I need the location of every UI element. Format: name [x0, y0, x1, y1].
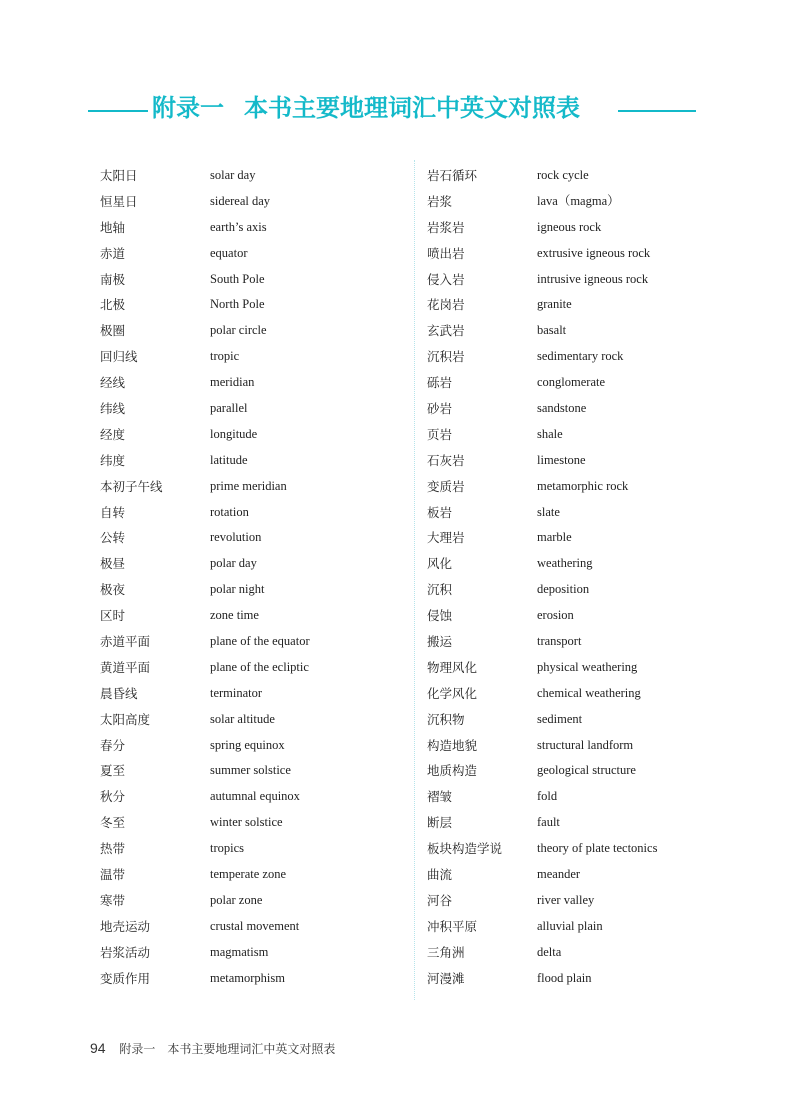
- term-chinese: 河漫滩: [427, 970, 465, 986]
- term-chinese: 太阳日: [100, 168, 138, 183]
- glossary-row: [427, 163, 717, 189]
- term-chinese: 极夜: [100, 582, 126, 598]
- term-english: conglomerate: [537, 375, 606, 390]
- glossary-row: [427, 215, 717, 241]
- term-english: chemical weathering: [537, 685, 641, 700]
- glossary-row: [427, 241, 717, 267]
- title-rule-left: [88, 110, 148, 112]
- term-chinese: 极昼: [100, 556, 126, 572]
- term-english: geological structure: [537, 763, 636, 778]
- glossary-row: [100, 241, 390, 267]
- glossary-row: [427, 733, 717, 759]
- term-english: limestone: [537, 452, 586, 467]
- term-chinese: 岩石循环: [427, 168, 478, 183]
- term-english: meander: [537, 867, 581, 882]
- glossary-row: [100, 784, 390, 810]
- term-english: sidereal day: [210, 193, 271, 208]
- glossary-row: [427, 370, 717, 396]
- term-chinese: 南极: [100, 271, 126, 287]
- glossary-row: [427, 758, 717, 784]
- glossary-row: [100, 422, 390, 448]
- term-english: solar day: [210, 168, 256, 182]
- term-english: solar altitude: [210, 711, 275, 726]
- term-chinese: 回归线: [100, 349, 138, 365]
- term-chinese: 砾岩: [427, 375, 453, 391]
- term-english: polar day: [210, 556, 257, 571]
- term-chinese: 搬运: [427, 634, 453, 650]
- term-chinese: 寒带: [100, 892, 126, 908]
- term-english: plane of the equator: [210, 634, 310, 649]
- glossary-row: [427, 836, 717, 862]
- term-english: fold: [537, 789, 558, 804]
- term-chinese: 太阳高度: [100, 711, 151, 727]
- term-chinese: 变质岩: [427, 478, 465, 494]
- term-english: revolution: [210, 530, 262, 545]
- term-chinese: 秋分: [100, 789, 126, 805]
- term-chinese: 侵蚀: [427, 608, 453, 624]
- title-text: 本书主要地理词汇中英文对照表: [244, 94, 580, 122]
- term-chinese: 沉积岩: [427, 349, 465, 365]
- term-english: granite: [537, 297, 572, 312]
- term-chinese: 冬至: [100, 815, 126, 831]
- glossary-row: [427, 189, 717, 215]
- page-header: [88, 88, 696, 128]
- term-english: polar zone: [210, 892, 263, 907]
- term-english: prime meridian: [210, 478, 287, 493]
- term-english: theory of plate tectonics: [537, 841, 658, 856]
- glossary-row: [100, 914, 390, 940]
- glossary-row: [427, 810, 717, 836]
- term-english: igneous rock: [537, 219, 602, 234]
- glossary-row: [100, 758, 390, 784]
- term-chinese: 热带: [100, 841, 126, 857]
- term-chinese: 区时: [100, 608, 126, 624]
- glossary-row: [427, 707, 717, 733]
- glossary-row: [427, 525, 717, 551]
- glossary-row: [100, 966, 390, 992]
- term-english: earth’s axis: [210, 219, 267, 234]
- glossary-row: [427, 396, 717, 422]
- glossary-row: [427, 500, 717, 526]
- term-english: intrusive igneous rock: [537, 271, 649, 286]
- term-english: North Pole: [210, 297, 265, 312]
- term-chinese: 化学风化: [427, 685, 478, 701]
- title-rule-right: [618, 110, 696, 112]
- glossary-row: [100, 888, 390, 914]
- term-chinese: 春分: [100, 737, 126, 753]
- title-appendix-label: 附录一: [152, 94, 224, 122]
- glossary-row: [100, 344, 390, 370]
- term-english: polar night: [210, 582, 265, 597]
- term-chinese: 大理岩: [427, 530, 465, 546]
- glossary-row: [100, 629, 390, 655]
- glossary-row: [100, 370, 390, 396]
- glossary-row: [427, 966, 717, 992]
- term-english: rotation: [210, 504, 249, 519]
- term-english: longitude: [210, 426, 258, 441]
- term-chinese: 纬线: [100, 401, 126, 417]
- term-chinese: 砂岩: [427, 401, 453, 417]
- term-chinese: 赤道: [100, 245, 126, 261]
- glossary-row: [100, 707, 390, 733]
- term-chinese: 板块构造学说: [427, 841, 503, 857]
- glossary-row: [427, 681, 717, 707]
- term-chinese: 曲流: [427, 867, 453, 883]
- glossary-row: [427, 474, 717, 500]
- glossary-row: [100, 862, 390, 888]
- glossary-row: [427, 784, 717, 810]
- term-english: sediment: [537, 711, 583, 726]
- term-english: delta: [537, 944, 562, 959]
- glossary-row: [427, 422, 717, 448]
- term-english: spring equinox: [210, 737, 285, 752]
- glossary-row: [427, 577, 717, 603]
- glossary-row: [100, 577, 390, 603]
- glossary-row: [427, 448, 717, 474]
- glossary-row: [100, 655, 390, 681]
- glossary-row: [100, 267, 390, 293]
- glossary-row: [100, 215, 390, 241]
- term-chinese: 玄武岩: [427, 323, 465, 339]
- term-english: summer solstice: [210, 763, 291, 778]
- term-chinese: 北极: [100, 297, 126, 313]
- glossary-row: [427, 655, 717, 681]
- term-english: magmatism: [210, 944, 269, 959]
- term-english: rock cycle: [537, 168, 589, 182]
- column-divider: [414, 160, 415, 1000]
- term-english: polar circle: [210, 323, 267, 338]
- glossary-row: [100, 396, 390, 422]
- term-english: structural landform: [537, 737, 634, 752]
- term-chinese: 沉积物: [427, 711, 465, 727]
- glossary-row: [100, 525, 390, 551]
- glossary-row: [427, 551, 717, 577]
- glossary-column-left: [100, 163, 390, 992]
- term-chinese: 地质构造: [427, 763, 478, 779]
- term-chinese: 褶皱: [427, 789, 453, 805]
- glossary-row: [100, 836, 390, 862]
- glossary-row: [100, 810, 390, 836]
- term-english: erosion: [537, 608, 574, 623]
- page-number: 94: [90, 1040, 106, 1056]
- term-chinese: 冲积平原: [427, 918, 478, 934]
- term-english: metamorphic rock: [537, 478, 629, 493]
- term-english: tropics: [210, 841, 245, 856]
- glossary-row: [427, 267, 717, 293]
- term-chinese: 极圈: [100, 323, 126, 339]
- footer-appendix-label: 附录一: [119, 1042, 156, 1056]
- term-chinese: 自转: [100, 504, 126, 520]
- glossary-row: [427, 603, 717, 629]
- term-english: equator: [210, 245, 248, 260]
- term-chinese: 纬度: [100, 452, 126, 468]
- glossary-row: [427, 914, 717, 940]
- term-chinese: 恒星日: [100, 193, 138, 209]
- term-english: lava（magma）: [537, 193, 620, 208]
- term-english: physical weathering: [537, 659, 638, 674]
- term-chinese: 岩浆岩: [427, 219, 465, 235]
- glossary-row: [100, 681, 390, 707]
- page-title: [152, 88, 614, 128]
- term-chinese: 岩浆: [427, 193, 453, 209]
- term-english: flood plain: [537, 970, 592, 985]
- term-english: sedimentary rock: [537, 349, 624, 364]
- term-english: slate: [537, 504, 560, 519]
- term-english: autumnal equinox: [210, 789, 300, 804]
- term-chinese: 河谷: [427, 892, 453, 908]
- term-english: South Pole: [210, 271, 265, 286]
- term-english: plane of the ecliptic: [210, 659, 309, 674]
- glossary-row: [100, 163, 390, 189]
- term-english: crustal movement: [210, 918, 300, 933]
- term-english: fault: [537, 815, 560, 830]
- term-chinese: 地壳运动: [100, 918, 151, 934]
- glossary-row: [100, 189, 390, 215]
- footer-title: 本书主要地理词汇中英文对照表: [167, 1042, 336, 1056]
- glossary-row: [100, 940, 390, 966]
- term-chinese: 经线: [100, 375, 126, 391]
- term-english: meridian: [210, 375, 255, 390]
- term-chinese: 公转: [100, 530, 126, 546]
- glossary-row: [100, 448, 390, 474]
- glossary-row: [427, 629, 717, 655]
- term-english: parallel: [210, 401, 248, 416]
- term-english: terminator: [210, 685, 263, 700]
- term-chinese: 地轴: [100, 219, 126, 235]
- term-english: metamorphism: [210, 970, 285, 985]
- term-chinese: 页岩: [427, 426, 453, 442]
- glossary-row: [100, 474, 390, 500]
- term-english: transport: [537, 634, 582, 649]
- term-chinese: 风化: [427, 556, 453, 572]
- glossary-row: [427, 888, 717, 914]
- term-chinese: 沉积: [427, 582, 453, 598]
- glossary-row: [100, 292, 390, 318]
- term-chinese: 夏至: [100, 763, 126, 779]
- term-chinese: 经度: [100, 426, 126, 442]
- term-english: basalt: [537, 323, 567, 338]
- page-footer: [90, 1040, 690, 1057]
- term-english: marble: [537, 530, 572, 545]
- glossary-row: [427, 292, 717, 318]
- term-chinese: 本初子午线: [100, 478, 163, 494]
- term-chinese: 三角洲: [427, 944, 465, 960]
- term-chinese: 变质作用: [100, 970, 151, 986]
- glossary-row: [427, 940, 717, 966]
- glossary-row: [100, 318, 390, 344]
- term-english: tropic: [210, 349, 240, 364]
- term-chinese: 板岩: [427, 504, 453, 520]
- term-chinese: 断层: [427, 815, 453, 831]
- term-chinese: 喷出岩: [427, 245, 465, 261]
- term-chinese: 侵入岩: [427, 271, 465, 287]
- term-english: sandstone: [537, 401, 587, 416]
- term-english: extrusive igneous rock: [537, 245, 651, 260]
- glossary-column-right: [427, 163, 717, 992]
- term-english: weathering: [537, 556, 593, 571]
- term-chinese: 赤道平面: [100, 634, 151, 650]
- term-chinese: 物理风化: [427, 659, 478, 675]
- term-chinese: 晨昏线: [100, 685, 138, 701]
- term-chinese: 温带: [100, 867, 126, 883]
- term-chinese: 花岗岩: [427, 297, 465, 313]
- glossary-row: [100, 603, 390, 629]
- term-english: latitude: [210, 452, 248, 467]
- term-english: zone time: [210, 608, 259, 623]
- term-english: winter solstice: [210, 815, 283, 830]
- term-english: deposition: [537, 582, 590, 597]
- glossary-row: [100, 500, 390, 526]
- term-chinese: 构造地貌: [427, 737, 478, 753]
- glossary-row: [100, 551, 390, 577]
- term-chinese: 岩浆活动: [100, 944, 151, 960]
- term-english: temperate zone: [210, 867, 286, 882]
- term-english: shale: [537, 426, 563, 441]
- glossary-row: [427, 862, 717, 888]
- glossary-row: [427, 318, 717, 344]
- glossary-row: [100, 733, 390, 759]
- term-chinese: 黄道平面: [100, 659, 151, 675]
- term-english: alluvial plain: [537, 918, 603, 933]
- glossary-row: [427, 344, 717, 370]
- term-chinese: 石灰岩: [427, 452, 465, 468]
- term-english: river valley: [537, 892, 595, 907]
